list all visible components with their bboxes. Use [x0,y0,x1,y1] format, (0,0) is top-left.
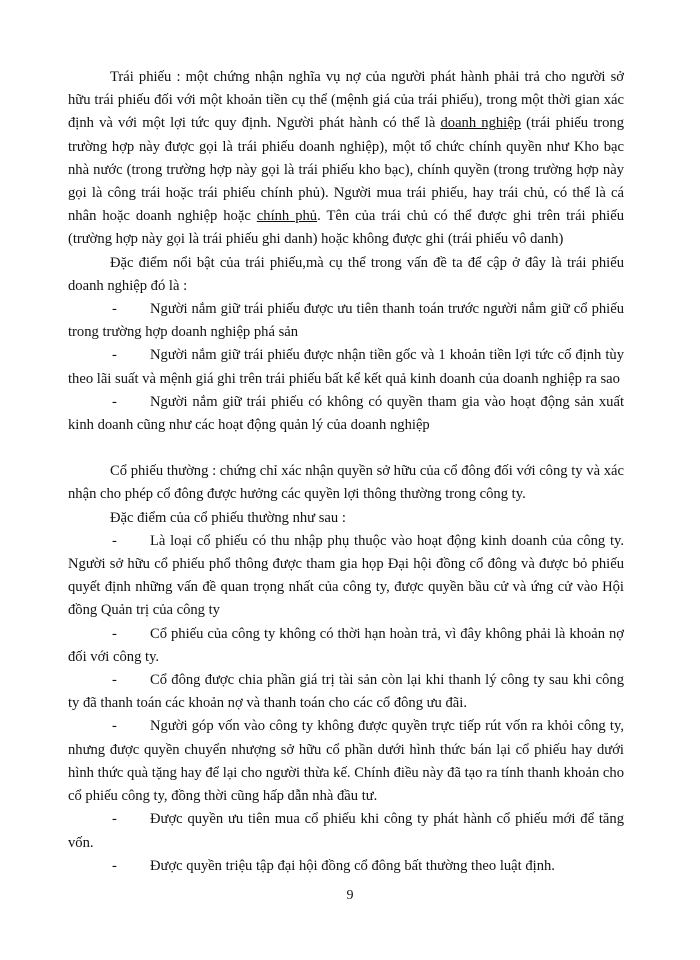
stock-feature-item [68,623,624,669]
page-number: 9 [346,888,354,903]
stock-feature-text: Được quyền triệu tập đại hội đồng cổ đông bất thường theo luật định. [150,857,555,874]
bond-definition-text: Trái phiếu : một chứng nhận nghĩa vụ nợ của người phát hành phải trả cho người sở hữu trái phiếu đối với một khoản tiền cụ thể (mệnh giá của trái phiếu), trong một thời gian xác định và với một lợi tức quy định. Người phát hành có thể là [68,69,624,132]
bullet-dash: - [112,347,117,364]
stock-feature-item [68,808,624,854]
stock-feature-text: Là loại cổ phiếu có thu nhập phụ thuộc vào hoạt động kinh doanh của công ty. Người sở hữu cổ phiếu phổ thông được tham gia họp Đại hội đồng cổ đông và được bỏ phiếu quyết định những vấn đề quan trọng nhất của công ty, được quyền bầu cử và ứng cử vào Hội đồng Quản trị của công ty [68,532,624,619]
bond-feature-item [68,298,624,344]
section-spacer [68,437,624,460]
stock-feature-text: Được quyền ưu tiên mua cổ phiếu khi công ty phát hành cổ phiếu mới để tăng vốn. [68,811,624,851]
bullet-dash: - [112,393,117,410]
bond-definition-text-3: . Tên của trái chủ có thể được ghi trên trái phiếu (trường hợp này gọi là trái phiếu ghi danh) hoặc không được ghi (trái phiếu vô danh) [68,208,625,248]
bond-definition-paragraph [68,66,624,252]
stock-feature-item [68,669,624,715]
bond-feature-item [68,391,624,437]
stock-feature-text: Cổ phiếu của công ty không có thời hạn hoàn trả, vì đây không phải là khoản nợ đối với công ty. [68,625,624,665]
stock-definition-paragraph: Cổ phiếu thường : chứng chỉ xác nhận quyền sở hữu của cổ đông đối với công ty và xác nhận cho phép cổ đông được hưởng các quyền lợi thông thường trong công ty. [68,463,624,503]
stock-feature-item [68,530,624,623]
bond-definition-text-2: (trái phiếu trong trường hợp này được gọi là trái phiếu doanh nghiệp), một tổ chức chính quyền như Kho bạc nhà nước (trong trường hợp này gọi là trái phiếu kho bạc), chính quyền (trong trường hợp này gọi là công trái hoặc trái phiếu chính phủ). Người mua trái phiếu, hay trái chủ, có thể là cá nhân hoặc doanh nghiệp hoặc [68,115,624,225]
bullet-dash: - [112,672,117,689]
bullet-dash: - [112,718,117,735]
stock-feature-item [68,855,624,878]
bullet-dash: - [112,625,117,642]
stock-feature-item [68,715,624,808]
document-body [68,66,624,878]
bullet-dash: - [112,811,117,828]
bullet-dash: - [112,301,117,318]
link-doanh-nghiep[interactable]: doanh nghiệp [440,115,522,132]
bond-feature-text: Người nắm giữ trái phiếu được ưu tiên thanh toán trước người nắm giữ cổ phiếu trong trường hợp doanh nghiệp phá sản [68,301,624,341]
bond-feature-text: Người nắm giữ trái phiếu có không có quyền tham gia vào hoạt động sản xuất kinh doanh cũng như các hoạt động quản lý của doanh nghiệp [68,393,624,434]
stock-feature-text: Cổ đông được chia phần giá trị tài sản còn lại khi thanh lý công ty sau khi công ty đã thanh toán các khoản nợ và thanh toán cho các cổ đông ưu đãi. [68,672,624,712]
bullet-dash: - [112,532,117,549]
bond-feature-text: Người nắm giữ trái phiếu được nhận tiền gốc và 1 khoản tiền lợi tức cố định tùy theo lãi suất và mệnh giá ghi trên trái phiếu bất kể kết quả kinh doanh của doanh nghiệp ra sao [68,347,624,387]
bond-feature-item [68,344,624,390]
stock-feature-text: Người góp vốn vào công ty không được quyền trực tiếp rút vốn ra khỏi công ty, nhưng được quyền chuyển nhượng sở hữu cổ phần dưới hình thức bán lại cổ phiếu hay dưới hình thức quà tặng hay để lại cho người thừa kế. Chính điều này đã tạo ra tính thanh khoản cho cổ phiếu công ty, đồng thời cũng hấp dẫn nhà đầu tư. [68,718,624,805]
stock-features-intro: Đặc điểm của cổ phiếu thường như sau : [110,509,346,526]
bullet-dash: - [112,857,117,874]
link-chinh-phu[interactable]: chính phủ [256,208,318,225]
bond-features-intro: Đặc điểm nổi bật của trái phiếu,mà cụ thể trong vấn đề ta để cập ở đây là trái phiếu doanh nghiệp đó là : [68,254,624,294]
